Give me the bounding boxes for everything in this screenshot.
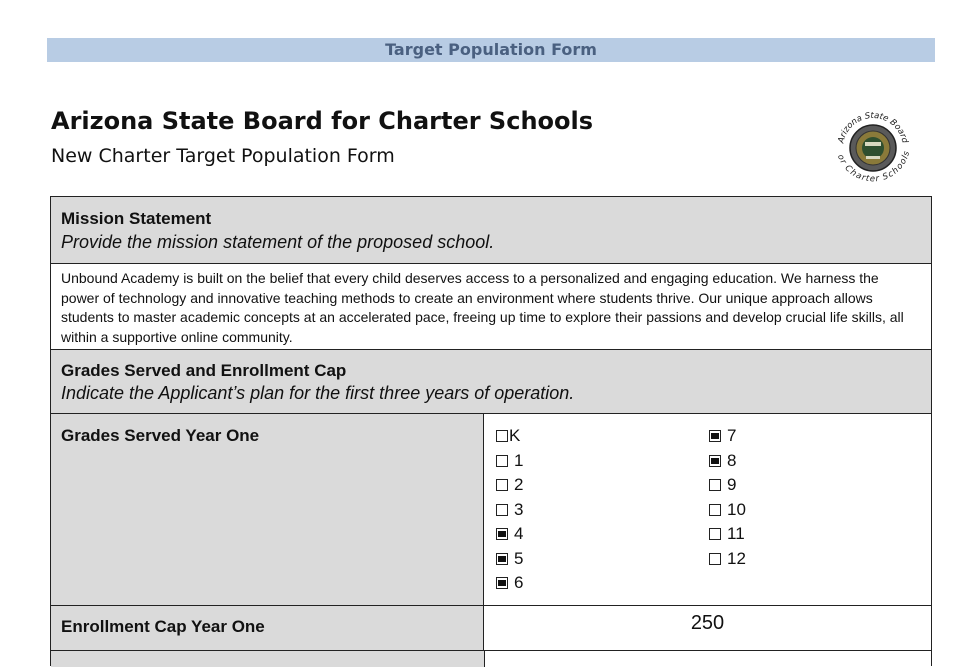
next-row-partial <box>51 651 931 667</box>
grade-checkbox[interactable] <box>496 553 508 565</box>
mission-statement-text: Unbound Academy is built on the belief that every child deserves access to a personalized and engaging education. We harness the power of technology and innovative teaching methods to create an environment where students thrive. Our unique approach allows students to master academic concepts at an accelerated pace, freeing up time to explore their passions and develop crucial life skills, all within a supportive online community. <box>61 270 904 345</box>
grade-label: 1 <box>514 450 524 470</box>
grade-option-3[interactable] <box>496 498 523 523</box>
form-banner: Target Population Form <box>47 38 935 62</box>
grades-header-row <box>51 350 931 414</box>
grade-checkbox[interactable] <box>709 553 721 565</box>
grades-year-one-label-cell <box>51 414 484 605</box>
enrollment-cap-value: 250 <box>690 612 725 634</box>
grade-checkbox[interactable] <box>496 504 508 516</box>
grades-year-one-label: Grades Served Year One <box>61 426 260 445</box>
grade-checkbox[interactable] <box>496 430 508 442</box>
grade-label: 5 <box>514 548 524 568</box>
grades-right-column <box>709 424 746 571</box>
grades-left-column <box>496 424 523 596</box>
grade-label: 8 <box>727 450 737 470</box>
seal-text-bottom: or Charter Schools <box>834 150 913 184</box>
grade-checkbox[interactable] <box>496 479 508 491</box>
grade-option-1[interactable] <box>496 449 523 474</box>
grade-option-5[interactable] <box>496 547 523 572</box>
grades-section-title: Grades Served and Enrollment Cap <box>61 361 347 380</box>
mission-subtitle: Provide the mission statement of the proposed school. <box>61 232 495 252</box>
grades-year-one-row <box>51 414 931 606</box>
grade-checkbox[interactable] <box>709 430 721 442</box>
grade-label: K <box>509 426 521 445</box>
enrollment-year-one-row <box>51 606 931 651</box>
grade-label: 10 <box>727 499 746 519</box>
grade-label: 9 <box>727 475 737 494</box>
grade-option-11[interactable] <box>709 522 746 547</box>
grade-checkbox[interactable] <box>709 504 721 516</box>
grade-option-k[interactable] <box>496 424 523 449</box>
grade-option-7[interactable] <box>709 424 746 449</box>
grade-option-12[interactable] <box>709 547 746 572</box>
next-row-right-cell <box>484 651 931 667</box>
grade-checkbox[interactable] <box>709 479 721 491</box>
mission-header-row <box>51 197 931 264</box>
seal-text-top: Arizona State Board <box>836 110 910 145</box>
grade-label: 3 <box>514 499 524 519</box>
grades-section-subtitle: Indicate the Applicant’s plan for the first three years of operation. <box>61 383 575 403</box>
grade-label: 11 <box>727 524 745 543</box>
grade-option-4[interactable] <box>496 522 523 547</box>
grade-option-6[interactable] <box>496 571 523 596</box>
target-population-table <box>50 196 932 666</box>
grade-label: 2 <box>514 475 524 494</box>
grade-checkbox[interactable] <box>496 455 508 467</box>
grade-option-2[interactable] <box>496 473 523 498</box>
organization-title: Arizona State Board for Charter Schools <box>51 107 594 135</box>
grade-checkbox[interactable] <box>496 528 508 540</box>
grade-checkbox[interactable] <box>709 528 721 540</box>
board-seal-logo <box>830 104 916 184</box>
grade-label: 4 <box>514 524 524 543</box>
grade-option-9[interactable] <box>709 473 746 498</box>
enrollment-label-cell <box>51 606 484 650</box>
form-title: New Charter Target Population Form <box>51 145 395 167</box>
grade-checkbox[interactable] <box>709 455 721 467</box>
grade-option-10[interactable] <box>709 498 746 523</box>
grade-label: 12 <box>727 548 746 568</box>
enrollment-year-one-label: Enrollment Cap Year One <box>61 617 265 636</box>
mission-body-row <box>51 264 931 350</box>
mission-title: Mission Statement <box>61 209 212 228</box>
grade-label: 7 <box>727 426 737 445</box>
grade-option-8[interactable] <box>709 449 746 474</box>
grade-checkbox[interactable] <box>496 577 508 589</box>
grade-label: 6 <box>514 573 524 592</box>
